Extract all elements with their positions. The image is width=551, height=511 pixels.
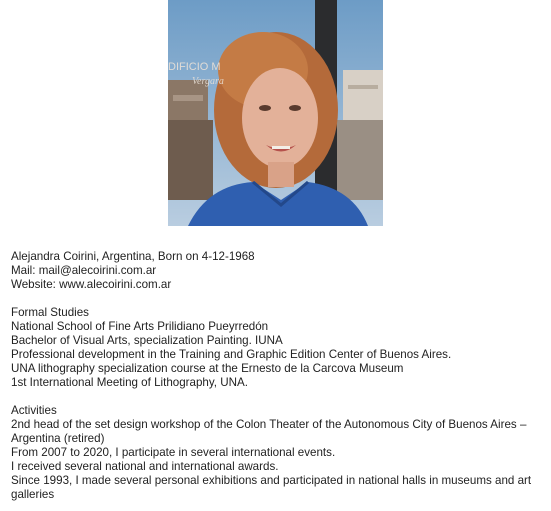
activities-heading: Activities xyxy=(11,404,57,417)
mail-line: Mail: mail@alecoirini.com.ar xyxy=(11,264,157,277)
name-line: Alejandra Coirini, Argentina, Born on 4-12-1968 xyxy=(11,250,255,263)
activity-item: From 2007 to 2020, I participate in several international events. xyxy=(11,446,336,459)
activity-item: 2nd head of the set design workshop of the Colon Theater of the Autonomous City of Buenos Aires – Argentina (retired) xyxy=(11,418,527,445)
bio-text xyxy=(11,250,541,502)
study-item: Professional development in the Training and Graphic Edition Center of Buenos Aires. xyxy=(11,348,452,361)
building-sign-script: Vergara xyxy=(192,76,224,87)
website-line: Website: www.alecoirini.com.ar xyxy=(11,278,172,291)
activity-item: I received several national and international awards. xyxy=(11,460,279,473)
activity-item: Since 1993, I made several personal exhibitions and participated in national halls in museums and art galleries xyxy=(11,474,532,501)
profile-photo xyxy=(168,0,383,226)
study-item: 1st International Meeting of Lithography, UNA. xyxy=(11,376,248,389)
formal-studies-heading: Formal Studies xyxy=(11,306,89,319)
study-item: UNA lithography specialization course at the Ernesto de la Carcova Museum xyxy=(11,362,404,375)
study-item: National School of Fine Arts Prilidiano Pueyrredón xyxy=(11,320,269,333)
building-sign: DIFICIO M xyxy=(168,61,221,73)
study-item: Bachelor of Visual Arts, specialization Painting. IUNA xyxy=(11,334,283,347)
